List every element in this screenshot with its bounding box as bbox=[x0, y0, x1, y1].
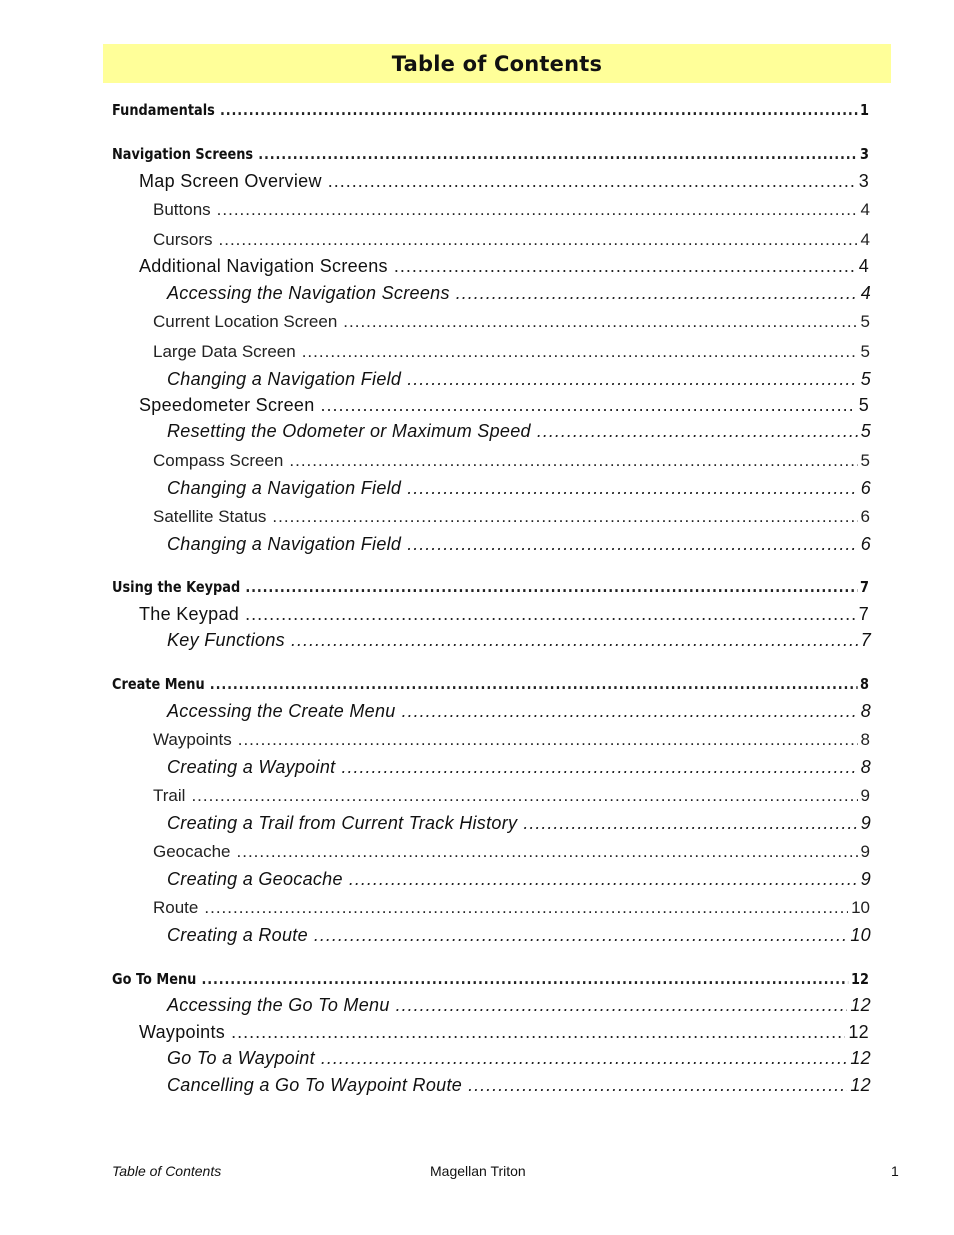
toc-entry[interactable] bbox=[112, 144, 869, 164]
toc-entry-label: Creating a Route bbox=[167, 925, 308, 945]
toc-entry-page: 8 bbox=[860, 701, 871, 721]
toc-entry[interactable] bbox=[153, 342, 870, 362]
toc-entry-label: Key Functions bbox=[167, 630, 285, 650]
toc-entry-label: Map Screen Overview bbox=[139, 171, 322, 191]
toc-entry-page: 12 bbox=[850, 995, 871, 1015]
dot-leader bbox=[537, 421, 858, 441]
toc-entry-page: 4 bbox=[860, 230, 870, 249]
dot-leader bbox=[456, 283, 858, 303]
toc-entry-page: 9 bbox=[860, 786, 870, 805]
toc-entry[interactable] bbox=[167, 757, 871, 777]
toc-entry-page: 4 bbox=[860, 283, 871, 303]
dot-leader bbox=[343, 312, 857, 332]
dot-leader bbox=[407, 534, 857, 554]
toc-entry[interactable] bbox=[167, 421, 871, 441]
dot-leader bbox=[191, 786, 857, 806]
toc-entry-label: Creating a Waypoint bbox=[167, 757, 336, 777]
toc-entry-label: Cancelling a Go To Waypoint Route bbox=[167, 1075, 463, 1095]
toc-entry[interactable] bbox=[167, 995, 871, 1015]
toc-entry-label: Accessing the Create Menu bbox=[167, 701, 396, 721]
toc-entry[interactable] bbox=[153, 730, 870, 750]
dot-leader bbox=[238, 730, 858, 750]
page-title: Table of Contents bbox=[391, 51, 603, 76]
toc-entry[interactable] bbox=[139, 395, 869, 415]
dot-leader bbox=[202, 969, 849, 989]
toc-entry[interactable] bbox=[167, 813, 871, 833]
dot-leader bbox=[210, 674, 858, 694]
toc-entry-label: Changing a Navigation Field bbox=[167, 534, 402, 554]
dot-leader bbox=[349, 869, 858, 889]
toc-entry[interactable] bbox=[167, 869, 871, 889]
dot-leader bbox=[204, 898, 848, 918]
toc-entry-label: Route bbox=[153, 898, 199, 917]
toc-entry[interactable] bbox=[112, 577, 869, 597]
toc-entry-label: Trail bbox=[153, 786, 186, 805]
toc-entry[interactable] bbox=[153, 451, 870, 471]
toc-entry-page: 5 bbox=[860, 421, 871, 441]
dot-leader bbox=[314, 925, 847, 945]
toc-entry[interactable] bbox=[139, 1022, 869, 1042]
dot-leader bbox=[407, 369, 857, 389]
toc-entry-label: Creating a Trail from Current Track History bbox=[167, 813, 518, 833]
toc-entry-label: Using the Keypad bbox=[112, 578, 241, 596]
toc-entry-page: 12 bbox=[850, 1075, 871, 1095]
toc-entry[interactable] bbox=[167, 1075, 871, 1095]
dot-leader bbox=[245, 604, 856, 624]
dot-leader bbox=[220, 100, 857, 120]
toc-entry-page: 6 bbox=[860, 534, 871, 554]
toc-entry-label: Speedometer Screen bbox=[139, 395, 315, 415]
toc-entry-page: 9 bbox=[860, 813, 871, 833]
toc-entry-page: 1 bbox=[860, 101, 869, 119]
footer-product-name: Magellan Triton bbox=[430, 1163, 526, 1179]
toc-entry-page: 6 bbox=[860, 478, 871, 498]
toc-entry-label: Changing a Navigation Field bbox=[167, 478, 402, 498]
toc-entry[interactable] bbox=[167, 701, 871, 721]
toc-entry[interactable] bbox=[139, 256, 869, 276]
toc-entry-page: 9 bbox=[860, 869, 871, 889]
toc-entry[interactable] bbox=[112, 674, 869, 694]
toc-entry-label: Go To a Waypoint bbox=[167, 1048, 315, 1068]
dot-leader bbox=[217, 200, 858, 220]
toc-entry[interactable] bbox=[153, 786, 870, 806]
toc-entry-page: 5 bbox=[858, 395, 869, 415]
toc-entry-page: 3 bbox=[860, 145, 869, 163]
toc-entry[interactable] bbox=[167, 369, 871, 389]
dot-leader bbox=[219, 230, 858, 250]
toc-entry-label: Accessing the Go To Menu bbox=[167, 995, 390, 1015]
toc-entry-label: Additional Navigation Screens bbox=[139, 256, 388, 276]
toc-entry[interactable] bbox=[139, 171, 869, 191]
toc-entry-label: Waypoints bbox=[153, 730, 232, 749]
toc-entry-label: Navigation Screens bbox=[112, 145, 254, 163]
toc-entry-label: Compass Screen bbox=[153, 451, 284, 470]
dot-leader bbox=[396, 995, 848, 1015]
toc-entry-label: Accessing the Navigation Screens bbox=[167, 283, 450, 303]
toc-entry[interactable] bbox=[167, 534, 871, 554]
toc-entry-label: Changing a Navigation Field bbox=[167, 369, 402, 389]
toc-entry[interactable] bbox=[167, 630, 871, 650]
dot-leader bbox=[407, 478, 857, 498]
dot-leader bbox=[402, 701, 858, 721]
toc-entry-page: 12 bbox=[848, 1022, 869, 1042]
dot-leader bbox=[302, 342, 858, 362]
toc-entry-page: 8 bbox=[860, 757, 871, 777]
toc-entry-label: Go To Menu bbox=[112, 970, 197, 988]
dot-leader bbox=[289, 451, 857, 471]
dot-leader bbox=[523, 813, 857, 833]
toc-entry-page: 5 bbox=[860, 369, 871, 389]
toc-entry[interactable] bbox=[112, 100, 869, 120]
toc-entry[interactable] bbox=[167, 478, 871, 498]
toc-entry[interactable] bbox=[167, 1048, 871, 1068]
toc-entry-page: 3 bbox=[858, 171, 869, 191]
toc-entry-page: 10 bbox=[850, 925, 871, 945]
toc-entry[interactable] bbox=[139, 604, 869, 624]
toc-entry[interactable] bbox=[112, 969, 869, 989]
toc-entry-page: 12 bbox=[850, 1048, 871, 1068]
footer-page-number: 1 bbox=[891, 1163, 899, 1179]
dot-leader bbox=[328, 171, 856, 191]
toc-entry[interactable] bbox=[153, 312, 870, 332]
toc-entry-page: 12 bbox=[851, 970, 869, 988]
toc-entry-page: 9 bbox=[860, 842, 870, 861]
toc-entry-page: 7 bbox=[858, 604, 869, 624]
toc-entry-label: Satellite Status bbox=[153, 507, 267, 526]
toc-entry[interactable] bbox=[167, 283, 871, 303]
toc-entry[interactable] bbox=[167, 925, 871, 945]
toc-entry-label: Fundamentals bbox=[112, 101, 215, 119]
toc-entry-page: 6 bbox=[860, 507, 870, 526]
toc-entry-label: Create Menu bbox=[112, 675, 205, 693]
dot-leader bbox=[272, 507, 857, 527]
toc-entry-page: 4 bbox=[860, 200, 870, 219]
dot-leader bbox=[231, 1022, 845, 1042]
toc-entry-page: 8 bbox=[860, 730, 870, 749]
toc-entry-label: Resetting the Odometer or Maximum Speed bbox=[167, 421, 531, 441]
dot-leader bbox=[321, 395, 856, 415]
toc-entry-page: 5 bbox=[860, 342, 870, 361]
toc-entry[interactable] bbox=[153, 507, 870, 527]
toc-entry-page: 4 bbox=[858, 256, 869, 276]
toc-entry-label: Waypoints bbox=[139, 1022, 226, 1042]
toc-entry-page: 5 bbox=[860, 312, 870, 331]
footer-section-title: Table of Contents bbox=[112, 1163, 222, 1179]
toc-entry[interactable] bbox=[153, 230, 870, 250]
toc-entry[interactable] bbox=[153, 842, 870, 862]
dot-leader bbox=[341, 757, 857, 777]
dot-leader bbox=[321, 1048, 847, 1068]
dot-leader bbox=[245, 577, 857, 597]
toc-entry-page: 7 bbox=[860, 630, 871, 650]
toc-entry-label: Buttons bbox=[153, 200, 211, 219]
toc-entry-page: 10 bbox=[851, 898, 870, 917]
dot-leader bbox=[394, 256, 856, 276]
toc-entry-label: The Keypad bbox=[139, 604, 240, 624]
toc-entry-label: Geocache bbox=[153, 842, 231, 861]
toc-entry[interactable] bbox=[153, 898, 870, 918]
dot-leader bbox=[237, 842, 858, 862]
dot-leader bbox=[291, 630, 858, 650]
toc-entry-page: 8 bbox=[860, 675, 869, 693]
dot-leader bbox=[258, 144, 857, 164]
toc-entry[interactable] bbox=[153, 200, 870, 220]
toc-entry-label: Cursors bbox=[153, 230, 213, 249]
toc-entry-page: 7 bbox=[860, 578, 869, 596]
toc-entry-page: 5 bbox=[860, 451, 870, 470]
toc-entry-label: Current Location Screen bbox=[153, 312, 338, 331]
toc-entry-label: Creating a Geocache bbox=[167, 869, 343, 889]
toc-entry-label: Large Data Screen bbox=[153, 342, 296, 361]
dot-leader bbox=[468, 1075, 847, 1095]
